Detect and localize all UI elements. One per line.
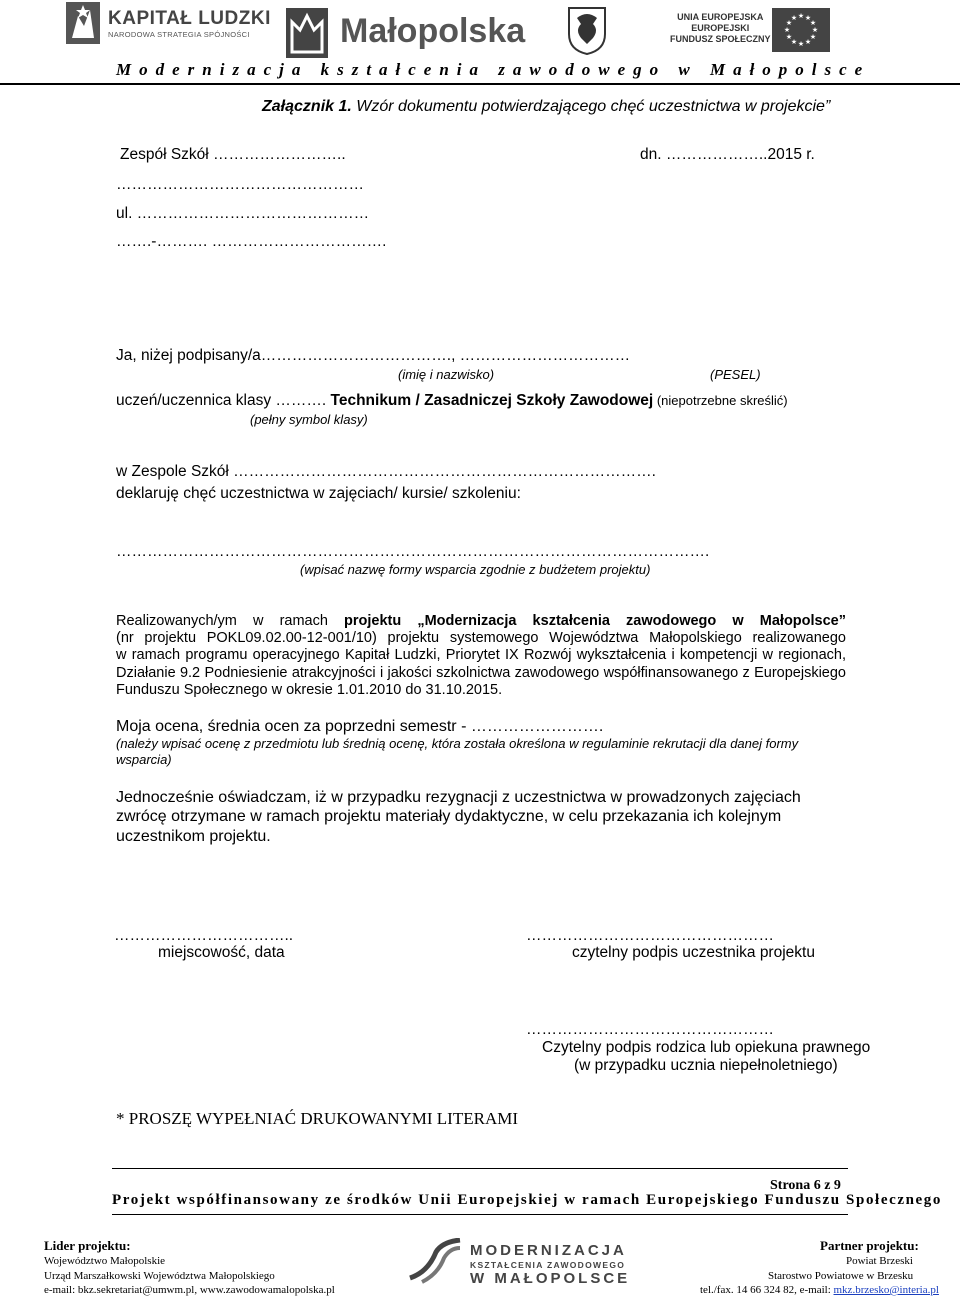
statement-line2: zwrócę otrzymane w ramach projektu materiały dydaktyczne, w celu przekazania ich kolejnym — [116, 808, 782, 825]
modernizacja-logo-line3: W MAŁOPOLSCE — [470, 1270, 631, 1287]
statement-line1: Jednocześnie oświadczam, iż w przypadku rezygnacji z uczestnictwa w prowadzonych zajęciach — [116, 789, 801, 806]
svg-text:★: ★ — [809, 19, 817, 27]
postcode-line: …….-………. ……………………………. — [116, 233, 387, 250]
school-type: Technikum / Zasadniczej Szkoły Zawodowej — [330, 392, 654, 409]
project-para-line5: Funduszu Społecznego w okresie 1.01.2010 do 31.10.2015. — [116, 682, 503, 698]
project-para-line4: Działanie 9.2 Podniesienie atrakcyjności i jakości szkolnictwa zawodowego współfinansowanego z Europejskiego — [116, 665, 846, 681]
pupil-line — [116, 392, 788, 410]
project-para-line1 — [116, 613, 846, 629]
attachment-label: Załącznik 1. — [262, 98, 352, 115]
svg-text:★: ★ — [790, 14, 798, 22]
svg-text:★: ★ — [785, 33, 793, 41]
eu-flag-icon — [772, 8, 830, 52]
block-letters-note: * PROSZĘ WYPEŁNIAĆ DRUKOWANYMI LITERAMI — [116, 1109, 519, 1128]
svg-text:★: ★ — [811, 26, 819, 34]
strike-note: (niepotrzebne skreślić) — [653, 393, 788, 408]
project-name: projektu „Modernizacja kształcenia zawodowego w Małopolsce” — [344, 613, 846, 629]
name-pesel-line: Ja, niżej podpisany/a………………………………., …………………………… — [116, 347, 631, 364]
name-hint: (imię i nazwisko) — [398, 367, 495, 382]
svg-text:★: ★ — [804, 38, 812, 46]
date-line: dn. ………………..2015 r. — [640, 146, 815, 163]
page-number: Strona 6 z 9 — [770, 1178, 841, 1193]
malopolska-mark-icon — [286, 8, 328, 58]
zespol-line: w Zespole Szkół ………………………………………………………………………. — [116, 463, 656, 480]
parent-signature-label: Czytelny podpis rodzica lub opiekuna prawnego — [542, 1039, 871, 1056]
grade-hint-line2: wsparcia) — [116, 752, 172, 767]
leader-line3: e-mail: bkz.sekretariat@umwm.pl, www.zawodowamalopolska.pl — [44, 1284, 335, 1296]
form-hint: (wpisać nazwę formy wsparcia zgodnie z budżetem projektu) — [300, 562, 651, 577]
address-line-1: ………………………………………… — [116, 176, 364, 193]
partner-line1: Powiat Brzeski — [846, 1255, 913, 1267]
pesel-hint: (PESEL) — [710, 367, 761, 382]
class-hint: (pełny symbol klasy) — [250, 412, 368, 427]
pupil-prefix: uczeń/uczennica klasy ………. — [116, 392, 331, 409]
place-date-label: miejscowość, data — [158, 944, 285, 961]
svg-text:★: ★ — [809, 33, 817, 41]
footer-rule-top — [112, 1168, 848, 1169]
modernizacja-logo-line2: KSZTAŁCENIA ZAWODOWEGO — [470, 1260, 626, 1270]
svg-text:★: ★ — [797, 12, 805, 20]
parent-signature-note: (w przypadku ucznia niepełnoletniego) — [574, 1057, 838, 1074]
modernizacja-logo-line1: MODERNIZACJA — [470, 1242, 627, 1259]
grade-line: Moja ocena, średnia ocen za poprzedni semestr - ……………………. — [116, 718, 604, 735]
kapital-ludzki-logo — [64, 0, 271, 48]
signature-dots: ………………………………………… — [526, 927, 774, 944]
attachment-heading — [262, 98, 830, 116]
leader-line1: Województwo Małopolskie — [44, 1255, 166, 1267]
svg-text:★: ★ — [790, 38, 798, 46]
eu-text-line2: EUROPEJSKI — [691, 23, 750, 33]
eu-text-line3: FUNDUSZ SPOŁECZNY — [670, 34, 771, 44]
project-para-line3: w ramach programu operacyjnego Kapitał Ludzki, Priorytet IX Rozwój wykształcenia i kompetencji w regionach, — [116, 647, 846, 663]
footer-tagline: Projekt współfinansowany ze środków Unii Europejskiej w ramach Europejskiego Funduszu Społecznego — [112, 1192, 942, 1208]
form-dots-line: ……………………………………………………………………………………………………. — [116, 543, 710, 560]
project-para-line2: (nr projektu POKL09.02.00-12-001/10) projektu systemowego Województwa Małopolskiego realizowanego — [116, 630, 846, 646]
attachment-title: Wzór dokumentu potwierdzającego chęć uczestnictwa w projekcie” — [351, 98, 831, 115]
statement-line3: uczestnikom projektu. — [116, 828, 271, 845]
place-date-dots: …………………………….. — [114, 927, 294, 944]
project-para-line1-a: Realizowanych/ym w ramach — [116, 613, 345, 629]
kapital-ludzki-subtitle: NARODOWA STRATEGIA SPÓJNOŚCI — [108, 30, 250, 39]
partner-email-link[interactable]: mkz.brzesko@interia.pl — [833, 1284, 939, 1296]
eu-text-line1: UNIA EUROPEJSKA — [677, 12, 764, 22]
street-line: ul. ……………………………………… — [116, 205, 370, 222]
partner-line3 — [700, 1283, 939, 1298]
kapital-ludzki-mark-icon — [66, 2, 100, 44]
leader-line2: Urząd Marszałkowski Województwa Małopolskiego — [44, 1270, 275, 1282]
header-tagline: Modernizacja kształcenia zawodowego w Małopolsce — [116, 60, 871, 79]
partner-contact: tel./fax. 14 66 324 82, e-mail: — [700, 1284, 834, 1296]
grade-hint-line1: (należy wpisać ocenę z przedmiotu lub średnią ocenę, która została określona w regulaminie rekrutacji dla danej formy — [116, 736, 799, 751]
leader-title: Lider projektu: — [44, 1238, 131, 1253]
parent-signature-dots: ………………………………………… — [526, 1021, 774, 1038]
eagle-crest-icon — [565, 4, 609, 56]
school-line: Zespół Szkół …………………….. — [120, 146, 346, 163]
modernizacja-mark-icon — [408, 1238, 462, 1284]
malopolska-logo-text: Małopolska — [340, 12, 526, 50]
declare-line: deklaruję chęć uczestnictwa w zajęciach/ kursie/ szkoleniu: — [116, 485, 521, 502]
svg-text:★: ★ — [785, 19, 793, 27]
svg-text:★: ★ — [804, 14, 812, 22]
header-rule — [0, 83, 960, 85]
kapital-ludzki-title: KAPITAŁ LUDZKI — [108, 8, 271, 29]
footer-rule-bottom — [112, 1214, 848, 1215]
svg-text:★: ★ — [797, 40, 805, 48]
eu-text-block — [670, 12, 771, 45]
svg-text:★: ★ — [783, 26, 791, 34]
partner-line2: Starostwo Powiatowe w Brzesku — [768, 1270, 914, 1282]
partner-title: Partner projektu: — [820, 1238, 919, 1253]
signature-label: czytelny podpis uczestnika projektu — [572, 944, 815, 961]
